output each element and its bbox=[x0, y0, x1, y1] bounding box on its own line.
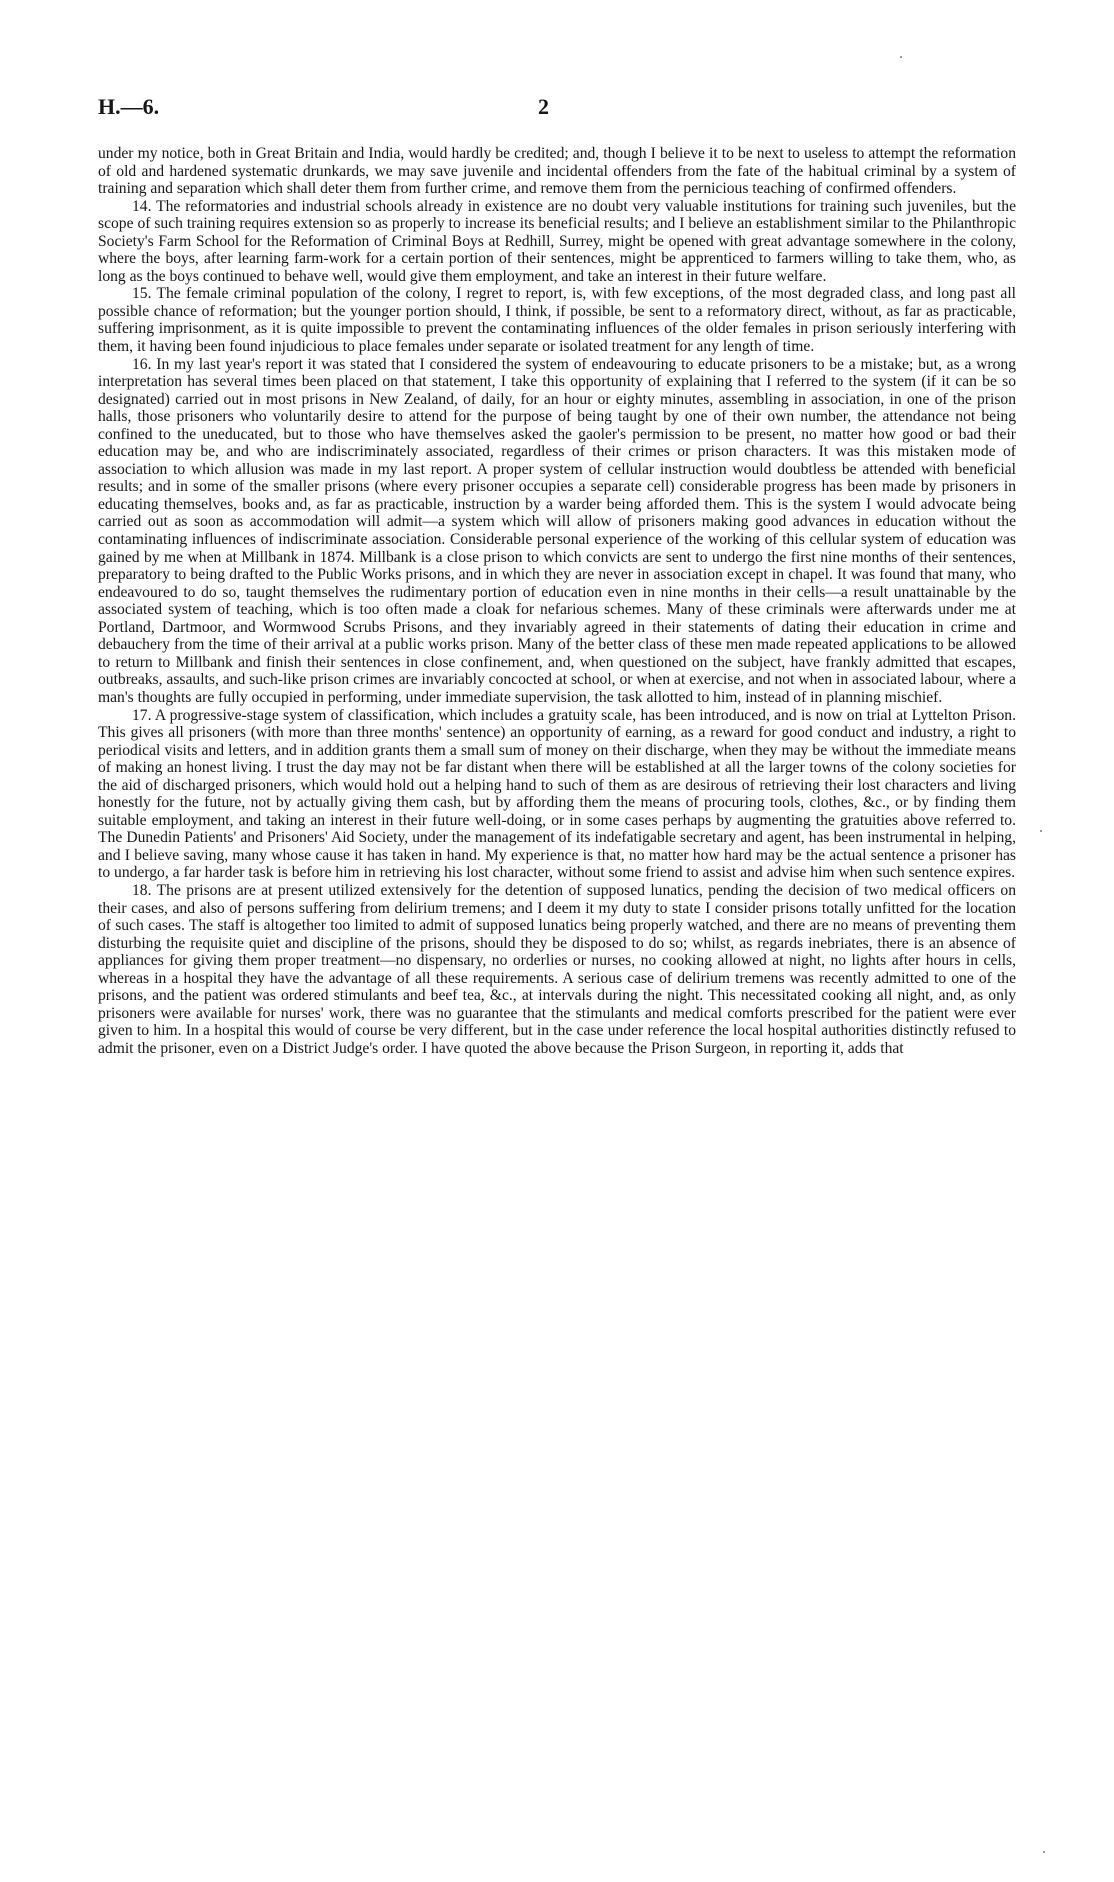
scan-speck bbox=[1043, 1851, 1045, 1853]
paragraph-16: 16. In my last year's report it was stated that I considered the system of endeavouring to educate prisoners to be a mistake; but, as a wrong interpretation has several times been placed on that statement, I take this opportunity of explaining that I referred to the system (if it can be so designated) carried out in most prisons in New Zealand, of daily, for an hour or eighty minutes, assembling in association, in one of the prison halls, those prisoners who voluntarily desire to attend for the purpose of being taught by one of their own number, the attendance not being confined to the uneducated, but to those who have themselves asked the gaoler's permission to be present, no matter how good or bad their education may be, and who are indiscriminately associated, regardless of their crimes or prison characters. It was this mistaken mode of association to which allusion was made in my last report. A proper system of cellular instruction would doubtless be attended with beneficial results; and in some of the smaller prisons (where every prisoner occupies a separate cell) considerable progress has been made by prisoners in educating themselves, books and, as far as practicable, instruction by a warder being afforded them. This is the system I would advocate being carried out as soon as accommodation will admit—a system which will allow of prisoners making good advances in education without the contaminating influences of indiscriminate association. Considerable personal experience of the working of this cellular system of education was gained by me when at Millbank in 1874. Millbank is a close prison to which convicts are sent to undergo the first nine months of their sentences, preparatory to being drafted to the Public Works prisons, and in which they are never in association except in chapel. It was found that many, who endeavoured to do so, taught themselves the rudimentary portion of education even in nine months in their cells—a result unattainable by the associated system of teaching, which is too often made a cloak for nefarious schemes. Many of these criminals were afterwards under me at Portland, Dartmoor, and Wormwood Scrubs Prisons, and they invariably agreed in their statements of dating their education in crime and debauchery from the time of their arrival at a public works prison. Many of the better class of these men made repeated applications to be allowed to return to Millbank and finish their sentences in close confinement, and, when questioned on the subject, have frankly admitted that escapes, outbreaks, assaults, and such-like prison crimes are invariably concocted at school, or when at exercise, and not when in associated labour, where a man's thoughts are fully occupied in performing, under immediate supervision, the task allotted to him, instead of in planning mischief. bbox=[98, 355, 1016, 706]
scan-speck bbox=[1040, 830, 1042, 832]
paper-reference: H.—6. bbox=[98, 94, 160, 119]
page-header bbox=[98, 94, 1016, 128]
page-number: 2 bbox=[538, 94, 549, 119]
paragraph-14: 14. The reformatories and industrial schools already in existence are no doubt very valuable institutions for training such juveniles, but the scope of such training requires extension so as properly to increase its beneficial results; and I believe an establishment similar to the Philanthropic Society's Farm School for the Reformation of Criminal Boys at Redhill, Surrey, might be opened with great advantage somewhere in the colony, where the boys, after learning farm-work for a certain portion of their sentences, might be apprenticed to farmers willing to take them, who, as long as the boys continued to behave well, would give them employment, and take an interest in their future welfare. bbox=[98, 197, 1016, 285]
scan-speck bbox=[900, 56, 902, 58]
paragraph-15: 15. The female criminal population of the colony, I regret to report, is, with few exceptions, of the most degraded class, and long past all possible chance of reformation; but the younger portion should, I think, if possible, be sent to a reformatory direct, without, as far as practicable, suffering imprisonment, as it is quite impossible to prevent the contaminating influences of the older females in prison seriously interfering with them, it having been found injudicious to place females under separate or isolated treatment for any length of time. bbox=[98, 285, 1016, 356]
paragraph-continued: under my notice, both in Great Britain and India, would hardly be credited; and, though I believe it to be next to useless to attempt the reformation of old and hardened systematic drunkards, we may save juvenile and incidental offenders from the fate of the habitual criminal by a system of training and separation which shall deter them from further crime, and remove them from the pernicious teaching of confirmed offenders. bbox=[98, 145, 1016, 198]
paragraph-17: 17. A progressive-stage system of classification, which includes a gratuity scale, has been introduced, and is now on trial at Lyttelton Prison. This gives all prisoners (with more than three months' sentence) an opportunity of earning, as a reward for good conduct and industry, a right to periodical visits and letters, and in addition grants them a small sum of money on their discharge, when they may be without the immediate means of making an honest living. I trust the day may not be far distant when there will be established at all the larger towns of the colony societies for the aid of discharged prisoners, which would hold out a helping hand to such of them as are desirous of retrieving their lost characters and living honestly for the future, not by actually giving them cash, but by affording them the means of procuring tools, clothes, &c., or by finding them suitable employment, and taking an interest in their future well-doing, or in some cases perhaps by augmenting the gratuities above referred to. The Dunedin Patients' and Prisoners' Aid Society, under the management of its indefatigable secretary and agent, has been instrumental in helping, and I believe saving, many whose cause it has taken in hand. My experience is that, no matter how hard may be the actual sentence a prisoner has to undergo, a far harder task is before him in retrieving his lost character, without some friend to assist and advise him when such sentence expires. bbox=[98, 706, 1016, 882]
paragraph-18: 18. The prisons are at present utilized extensively for the detention of supposed lunatics, pending the decision of two medical officers on their cases, and also of persons suffering from delirium tremens; and I deem it my duty to state I consider prisons totally unfitted for the location of such cases. The staff is altogether too limited to admit of supposed lunatics being properly watched, and there are no means of preventing them disturbing the requisite quiet and discipline of the prisons, should they be disposed to do so; whilst, as regards inebriates, there is an absence of appliances for giving them proper treatment—no dispensary, no orderlies or nurses, no cooking allowed at night, no lights after hours in cells, whereas in a hospital they have the advantage of all these requirements. A serious case of delirium tremens was recently admitted to one of the prisons, and the patient was ordered stimulants and beef tea, &c., at intervals during the night. This necessitated cooking all night, and, as only prisoners were available for nurses' work, there was no guarantee that the stimulants and medical comforts prescribed for the patient were ever given to him. In a hospital this would of course be very different, but in the case under reference the local hospital authorities distinctly refused to admit the prisoner, even on a District Judge's order. I have quoted the above because the Prison Surgeon, in reporting it, adds that bbox=[98, 881, 1016, 1057]
body-text bbox=[98, 145, 1016, 1057]
